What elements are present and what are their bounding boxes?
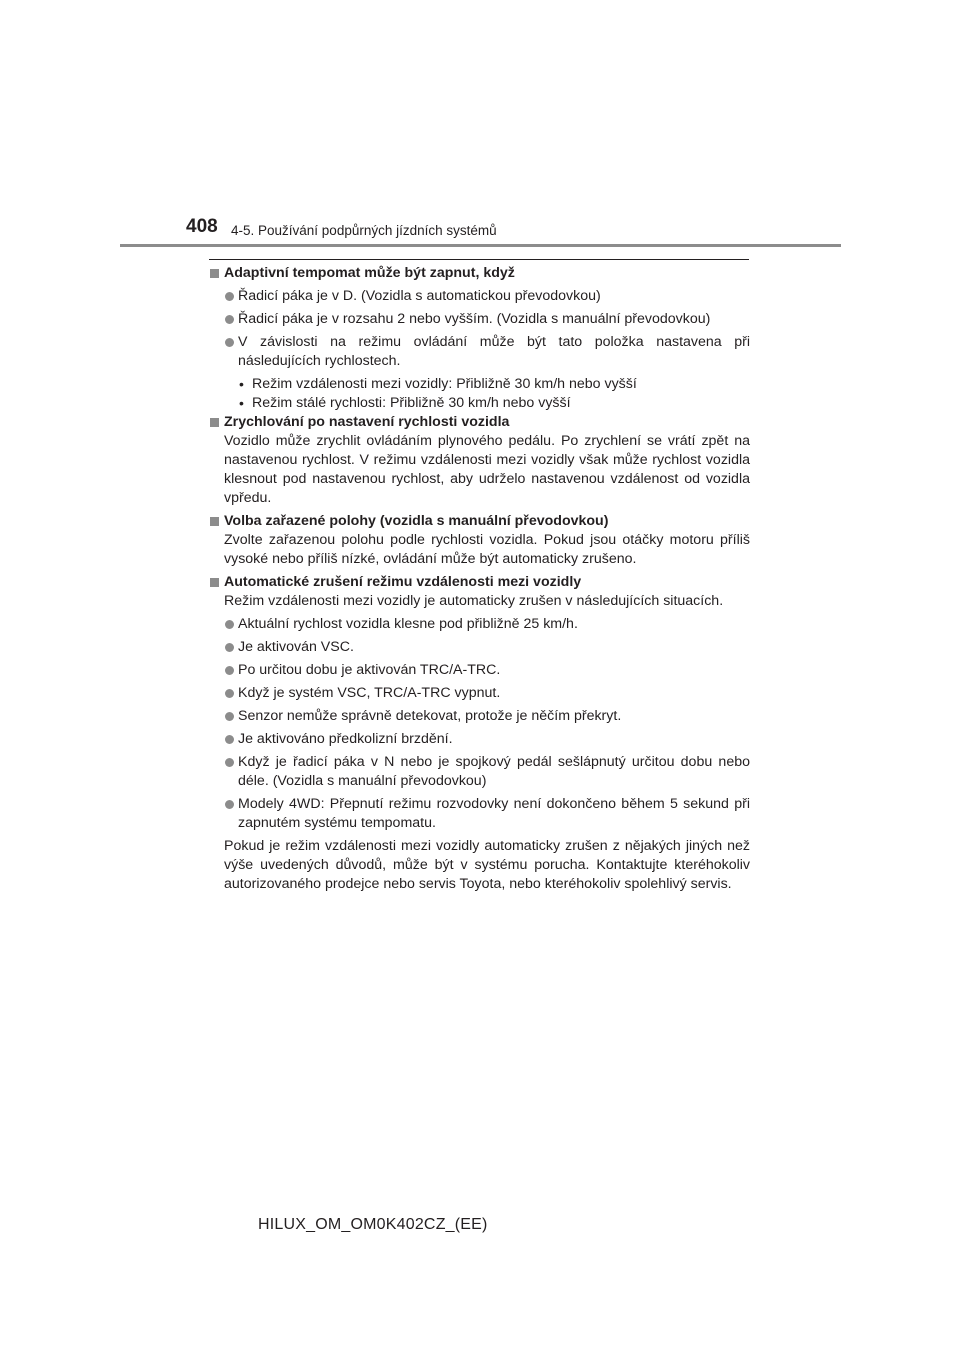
section-auto-cancel	[208, 573, 750, 894]
section-heading	[208, 413, 750, 432]
square-bullet-icon	[210, 418, 219, 427]
list-item-text: Když je systém VSC, TRC/A-TRC vypnut.	[238, 685, 501, 701]
heading-text: Adaptivní tempomat může být zapnut, když	[224, 265, 515, 281]
list-item	[208, 333, 750, 371]
section-paragraph: Zvolte zařazenou polohu podle rychlosti vozidla. Pokud jsou otáčky motoru příliš vysoké nebo příliš nízké, ovládání může být automaticky zrušeno.	[224, 532, 750, 567]
circle-bullet-icon	[225, 620, 234, 629]
list-item-text: Řadicí páka je v D. (Vozidla s automatickou převodovkou)	[238, 288, 601, 304]
list-item-text: Je aktivován VSC.	[238, 639, 354, 655]
section-heading	[208, 264, 750, 283]
list-item	[208, 310, 750, 329]
section-heading	[208, 573, 750, 592]
section-heading	[208, 512, 750, 531]
list-item	[208, 753, 750, 791]
page-content	[208, 264, 750, 894]
circle-bullet-icon	[225, 315, 234, 324]
closing-paragraph: Pokud je režim vzdálenosti mezi vozidly automaticky zrušen z nějakých jiných než výše uvedených důvodů, může být v systému porucha. Kontaktujte kteréhokoliv autorizovaného prodejce nebo servis Toyota, nebo kteréhokoliv spolehlivý servis.	[224, 838, 750, 892]
list-item-text: Po určitou dobu je aktivován TRC/A-TRC.	[238, 662, 501, 678]
heading-text: Automatické zrušení režimu vzdálenosti mezi vozidly	[224, 574, 582, 590]
list-item	[208, 730, 750, 749]
heading-text: Zrychlování po nastavení rychlosti vozidla	[224, 414, 510, 430]
list-item-text: Je aktivováno předkolizní brzdění.	[238, 731, 453, 747]
circle-bullet-icon	[225, 689, 234, 698]
list-item-text: Řadicí páka je v rozsahu 2 nebo vyšším. (Vozidla s manuální převodovkou)	[238, 311, 711, 327]
list-item	[208, 684, 750, 703]
circle-bullet-icon	[225, 712, 234, 721]
circle-bullet-icon	[225, 666, 234, 675]
sub-list-item	[208, 375, 750, 394]
small-dot-icon: •	[239, 395, 244, 411]
list-item	[208, 661, 750, 680]
circle-bullet-icon	[225, 643, 234, 652]
section-gear-selection	[208, 512, 750, 569]
square-bullet-icon	[210, 517, 219, 526]
heading-text: Volba zařazené polohy (vozidla s manuální převodovkou)	[224, 513, 609, 529]
sub-list-item	[208, 394, 750, 413]
header-divider	[120, 244, 841, 247]
square-bullet-icon	[210, 269, 219, 278]
square-bullet-icon	[210, 578, 219, 587]
list-item	[208, 707, 750, 726]
section-cruise-conditions	[208, 264, 750, 413]
list-item	[208, 615, 750, 634]
list-item-text: Aktuální rychlost vozidla klesne pod přibližně 25 km/h.	[238, 616, 578, 632]
circle-bullet-icon	[225, 800, 234, 809]
list-item-text: Senzor nemůže správně detekovat, protože je něčím překryt.	[238, 708, 622, 724]
circle-bullet-icon	[225, 758, 234, 767]
list-item-text: Když je řadicí páka v N nebo je spojkový pedál sešlápnutý určitou dobu nebo déle. (Vozidla s manuální převodovkou)	[238, 754, 750, 789]
list-item	[208, 638, 750, 657]
circle-bullet-icon	[225, 338, 234, 347]
page-number: 408	[186, 216, 218, 237]
section-acceleration	[208, 413, 750, 508]
content-divider	[209, 259, 749, 260]
section-paragraph: Vozidlo může zrychlit ovládáním plynového pedálu. Po zrychlení se vrátí zpět na nastavenou rychlost. V režimu vzdálenosti mezi vozidly však může rychlost vozidla klesnout pod nastavenou rychlost, aby udrželo nastavenou vzdálenost od vozidla vpředu.	[224, 433, 750, 506]
sub-list-item-text: Režim stálé rychlosti: Přibližně 30 km/h nebo vyšší	[252, 395, 571, 411]
list-item-text: Modely 4WD: Přepnutí režimu rozvodovky není dokončeno během 5 sekund při zapnutém systému tempomatu.	[238, 796, 750, 831]
small-dot-icon: •	[239, 376, 244, 392]
list-item	[208, 795, 750, 833]
section-title: 4-5. Používání podpůrných jízdních systémů	[231, 223, 497, 238]
section-paragraph: Režim vzdálenosti mezi vozidly je automaticky zrušen v následujících situacích.	[224, 593, 724, 609]
list-item	[208, 287, 750, 306]
document-code: HILUX_OM_OM0K402CZ_(EE)	[258, 1216, 488, 1233]
sub-list-item-text: Režim vzdálenosti mezi vozidly: Přibližně 30 km/h nebo vyšší	[252, 376, 637, 392]
circle-bullet-icon	[225, 735, 234, 744]
circle-bullet-icon	[225, 292, 234, 301]
list-item-text: V závislosti na režimu ovládání může být tato položka nastavena při následujících rychlostech.	[238, 334, 750, 369]
